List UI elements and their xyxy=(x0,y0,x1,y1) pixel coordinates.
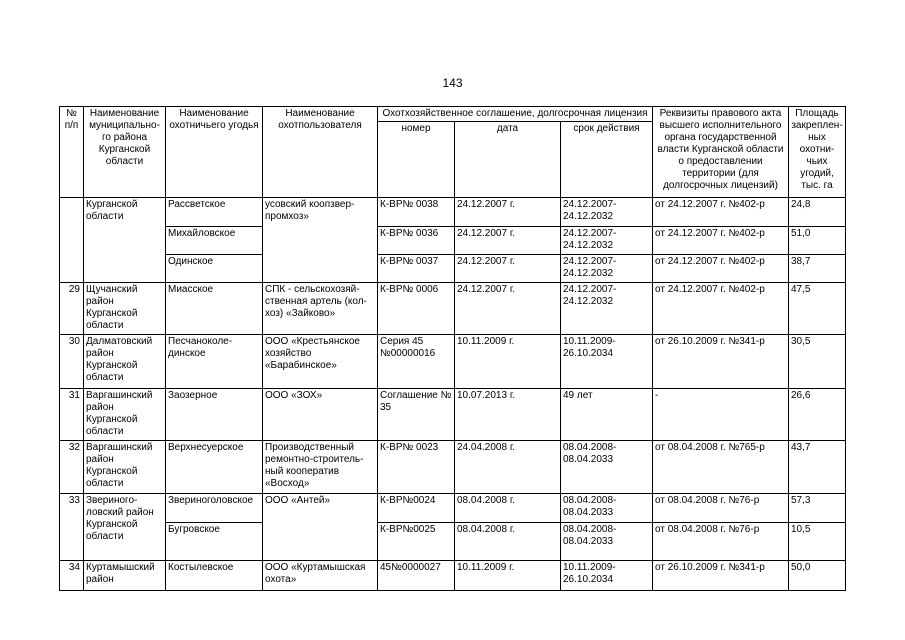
header-num: № п/п xyxy=(60,107,84,198)
row-act: от 08.04.2008 г. №765-р xyxy=(653,441,789,494)
row-date: 08.04.2008 г. xyxy=(455,523,561,561)
row-date: 24.12.2007 г. xyxy=(455,283,561,335)
row-ground: Рассветское xyxy=(166,198,263,227)
row-date: 08.04.2008 г. xyxy=(455,494,561,523)
table-row xyxy=(60,523,846,561)
row-term: 08.04.2008-08.04.2033 xyxy=(561,494,653,523)
table-row xyxy=(60,494,846,523)
row-area: 10,5 xyxy=(789,523,846,561)
row-num: 30 xyxy=(60,335,84,389)
row-number: 45№0000027 xyxy=(378,561,455,591)
header-agreement-term: срок действия xyxy=(561,122,653,198)
row-district: Далматовский район Курганской области xyxy=(84,335,166,389)
row-ground: Заозерное xyxy=(166,389,263,441)
row-area: 26,6 xyxy=(789,389,846,441)
row-ground: Миасское xyxy=(166,283,263,335)
header-district: Наименование муниципально-го района Курганской области xyxy=(84,107,166,198)
header-agreement-date: дата xyxy=(455,122,561,198)
row-area: 43,7 xyxy=(789,441,846,494)
row-user: ООО «Куртамышская охота» xyxy=(263,561,378,591)
row-user: Производственный ремонтно-строитель-ный кооператив «Восход» xyxy=(263,441,378,494)
row-ground: Михайловское xyxy=(166,227,263,255)
row-date: 24.04.2008 г. xyxy=(455,441,561,494)
table-row xyxy=(60,255,846,283)
row-user: усовский коопзвер-промхоз» xyxy=(263,198,378,283)
row-date: 10.11.2009 г. xyxy=(455,335,561,389)
row-area: 30,5 xyxy=(789,335,846,389)
row-number: К-ВР№ 0023 xyxy=(378,441,455,494)
row-user: ООО «ЗОХ» xyxy=(263,389,378,441)
row-user: ООО «Антей» xyxy=(263,494,378,561)
row-term: 24.12.2007-24.12.2032 xyxy=(561,255,653,283)
row-date: 10.07.2013 г. xyxy=(455,389,561,441)
row-district: Варгашинский район Курганской области xyxy=(84,389,166,441)
header-user: Наименование охотпользователя xyxy=(263,107,378,198)
row-num: 34 xyxy=(60,561,84,591)
row-act: от 26.10.2009 г. №341-р xyxy=(653,561,789,591)
row-number: К-ВР№ 0006 xyxy=(378,283,455,335)
row-date: 24.12.2007 г. xyxy=(455,227,561,255)
row-term: 10.11.2009-26.10.2034 xyxy=(561,561,653,591)
row-number: Серия 45 №00000016 xyxy=(378,335,455,389)
row-act: от 26.10.2009 г. №341-р xyxy=(653,335,789,389)
row-number: К-ВР№0024 xyxy=(378,494,455,523)
header-row xyxy=(60,107,846,122)
row-number: К-ВР№ 0037 xyxy=(378,255,455,283)
row-term: 24.12.2007-24.12.2032 xyxy=(561,198,653,227)
header-legal-act: Реквизиты правового акта высшего исполнительного органа государственной власти Курганской области о предоставлении территории (для долгосрочных лицензий) xyxy=(653,107,789,198)
row-district: Звериного-ловский район Курганской области xyxy=(84,494,166,561)
row-ground: Костылевское xyxy=(166,561,263,591)
row-area: 38,7 xyxy=(789,255,846,283)
row-district: Варгашинский район Курганской области xyxy=(84,441,166,494)
row-term: 08.04.2008-08.04.2033 xyxy=(561,441,653,494)
row-district: Курганской области xyxy=(84,198,166,283)
row-ground: Одинское xyxy=(166,255,263,283)
table-row xyxy=(60,227,846,255)
row-user: ООО «Крестьянское хозяйство «Барабинское» xyxy=(263,335,378,389)
row-act: от 24.12.2007 г. №402-р xyxy=(653,255,789,283)
row-district: Щучанский район Курганской области xyxy=(84,283,166,335)
row-district: Куртамышский район xyxy=(84,561,166,591)
row-act: от 08.04.2008 г. №76-р xyxy=(653,523,789,561)
row-term: 24.12.2007-24.12.2032 xyxy=(561,227,653,255)
row-area: 51,0 xyxy=(789,227,846,255)
table-row xyxy=(60,198,846,227)
row-num: 31 xyxy=(60,389,84,441)
row-number: К-ВР№ 0038 xyxy=(378,198,455,227)
row-act: от 24.12.2007 г. №402-р xyxy=(653,283,789,335)
row-area: 50,0 xyxy=(789,561,846,591)
row-act: от 08.04.2008 г. №76-р xyxy=(653,494,789,523)
row-ground: Звериноголовское xyxy=(166,494,263,523)
row-term: 08.04.2008-08.04.2033 xyxy=(561,523,653,561)
row-num: 29 xyxy=(60,283,84,335)
row-date: 24.12.2007 г. xyxy=(455,255,561,283)
row-date: 10.11.2009 г. xyxy=(455,561,561,591)
row-area: 57,3 xyxy=(789,494,846,523)
page-number: 143 xyxy=(442,76,463,90)
row-act: от 24.12.2007 г. №402-р xyxy=(653,227,789,255)
row-area: 47,5 xyxy=(789,283,846,335)
row-num: 32 xyxy=(60,441,84,494)
row-num: 33 xyxy=(60,494,84,561)
row-number: К-ВР№0025 xyxy=(378,523,455,561)
row-number: Соглашение № 35 xyxy=(378,389,455,441)
hunting-grounds-table xyxy=(59,106,846,591)
row-ground: Верхнесуерское xyxy=(166,441,263,494)
row-term: 10.11.2009-26.10.2034 xyxy=(561,335,653,389)
row-area: 24,8 xyxy=(789,198,846,227)
header-agreement-number: номер xyxy=(378,122,455,198)
row-act: - xyxy=(653,389,789,441)
table-row xyxy=(60,335,846,389)
row-ground: Песчаноколе-динское xyxy=(166,335,263,389)
row-user: СПК - сельскохозяй-ственная артель (кол-хоз) «Зайково» xyxy=(263,283,378,335)
row-act: от 24.12.2007 г. №402-р xyxy=(653,198,789,227)
table-row xyxy=(60,441,846,494)
header-agreement-group: Охотхозяйственное соглашение, долгосрочная лицензия xyxy=(378,107,653,122)
row-term: 49 лет xyxy=(561,389,653,441)
header-ground: Наименование охотничьего угодья xyxy=(166,107,263,198)
table-row xyxy=(60,561,846,591)
header-area: Площадь закреплен-ных охотни-чьих угодий, тыс. га xyxy=(789,107,846,198)
row-term: 24.12.2007-24.12.2032 xyxy=(561,283,653,335)
table-row xyxy=(60,283,846,335)
row-num xyxy=(60,198,84,283)
row-number: К-ВР№ 0036 xyxy=(378,227,455,255)
row-ground: Бугровское xyxy=(166,523,263,561)
row-date: 24.12.2007 г. xyxy=(455,198,561,227)
table-row xyxy=(60,389,846,441)
